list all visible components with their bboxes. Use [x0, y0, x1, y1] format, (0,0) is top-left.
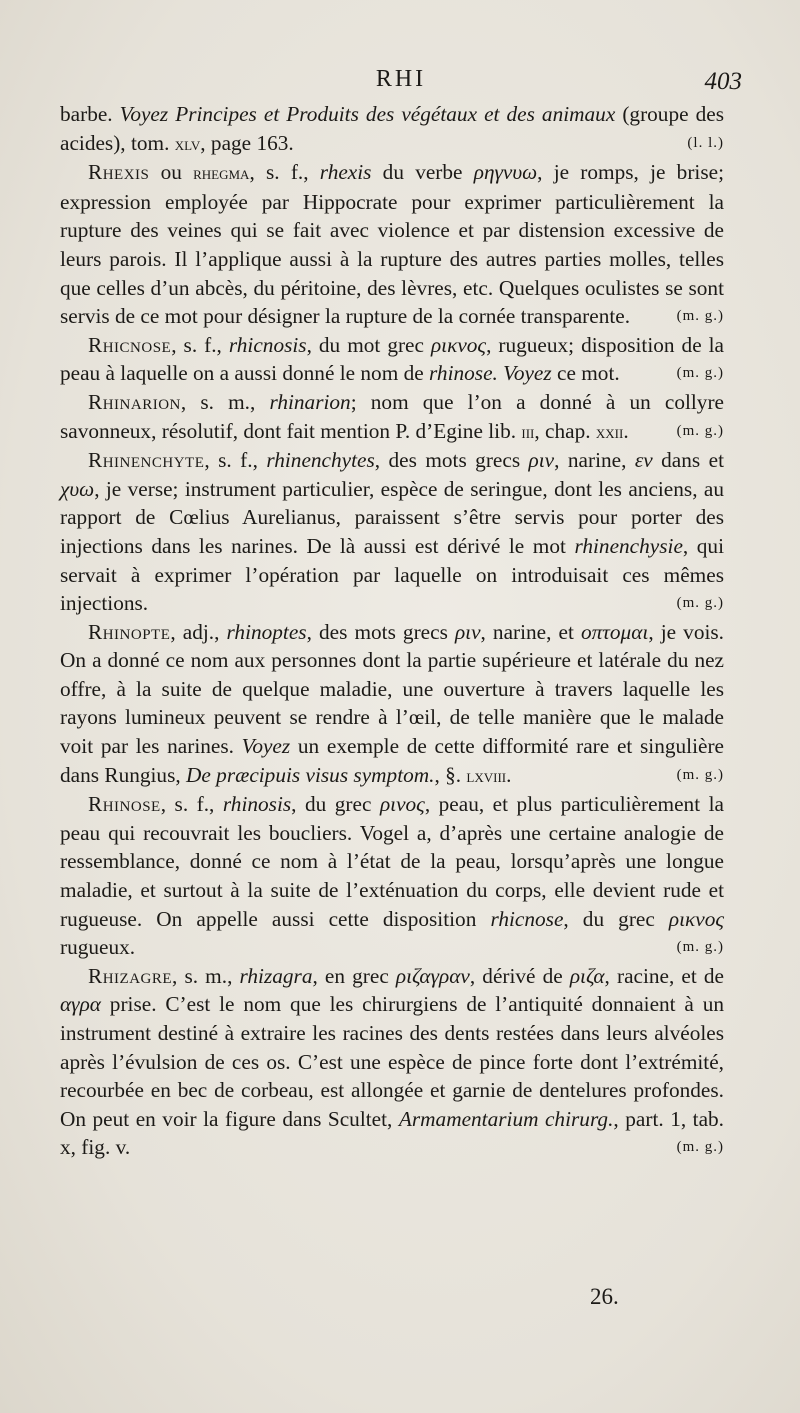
entry-text: , §.	[434, 762, 467, 787]
entry-text: , s. f.,	[171, 332, 229, 357]
author-signature: (m. g.)	[676, 308, 724, 325]
entry-text: De præcipuis visus symptom.	[186, 762, 435, 787]
entry-text: ρινος	[379, 792, 425, 817]
entry-text: , s. f.,	[204, 448, 267, 473]
entry-text: , peau, et plus particulièrement la peau qui recouvrait les boucliers. Vogel a, d’après une certaine analogie de ressemblance, donné ce nom à l’état de la peau, lorsqu’après une longue maladie, et surtout à la suite de l’exténuation du corps, elle devient rude et rugueuse. On appelle aussi cette disposition	[60, 792, 724, 931]
entry-text: rhinenchysie	[574, 533, 683, 558]
entry-text: , dérivé de	[469, 963, 570, 988]
entry-text: ; nom que l’on a donné à un collyre savonneux, résolutif, dont fait mention P. d’Egine lib.	[60, 389, 725, 443]
entry-text: ριν	[454, 619, 481, 644]
entry-text: rhinarion	[269, 389, 351, 414]
author-signature: (m. g.)	[676, 365, 724, 382]
dictionary-text	[60, 100, 724, 1162]
entry-text: , racine, et de	[604, 963, 724, 988]
entry-text: rhegma	[193, 163, 250, 184]
signature-mark: 26.	[590, 1284, 619, 1309]
author-signature: (m. g.)	[676, 422, 724, 439]
entry-headword: Rhinarion	[88, 389, 181, 414]
entry-text: Voyez Principes et Produits des végétaux et des animaux	[119, 102, 616, 126]
entry-text: , s. f.,	[160, 792, 223, 817]
entry-text: barbe.	[60, 102, 120, 126]
entry-text: ριζα	[569, 963, 605, 988]
entry-text: du verbe	[371, 160, 474, 185]
dictionary-entry	[60, 446, 724, 618]
entry-text: dans et	[652, 448, 724, 473]
entry-text: , des mots grecs	[306, 619, 455, 644]
entry-text: εν	[634, 448, 653, 473]
entry-text: , du grec	[563, 906, 669, 931]
entry-text: χυω	[60, 476, 95, 501]
author-signature: (l. l.)	[687, 134, 724, 151]
entry-text: οπτομαι	[580, 619, 649, 644]
entry-headword: Rhinose	[88, 792, 161, 817]
entry-text: , s. m.,	[172, 963, 240, 988]
entry-text: , des mots grecs	[374, 448, 529, 473]
entry-text: , page 163.	[200, 130, 294, 155]
entry-text: , part. 1, tab. x, fig. v.	[60, 1106, 725, 1160]
entry-text: un exemple de cette difformité rare et singulière dans Rungius,	[60, 734, 725, 787]
author-signature: (m. g.)	[676, 1139, 724, 1156]
dictionary-entry	[60, 100, 724, 158]
entry-text: iii	[521, 421, 535, 442]
entry-headword: Rhexis	[88, 160, 150, 185]
entry-text: rhinose. Voyez	[429, 361, 552, 386]
entry-text: , du mot grec	[306, 332, 431, 357]
entry-text: .	[623, 418, 629, 443]
dictionary-entry	[60, 331, 724, 388]
entry-text: ou	[149, 160, 194, 185]
entry-text: xxii	[595, 421, 624, 442]
author-signature: (m. g.)	[676, 595, 724, 612]
entry-text: rhizagra	[239, 963, 313, 988]
entry-text: Voyez	[241, 734, 291, 759]
author-signature: (m. g.)	[676, 939, 724, 956]
entry-text: , chap.	[534, 418, 596, 443]
dictionary-entry	[60, 618, 724, 791]
entry-text: rhicnose	[490, 906, 564, 931]
dictionary-entry	[60, 388, 724, 446]
running-head: RHI	[375, 66, 427, 92]
entry-text: , je vois. On a donné ce nom aux personnes dont la partie supérieure et latérale du nez offre, à la suite de quelque maladie, une ouverture à travers laquelle les rayons lumineux peuvent se rendre à l’œil, de telle manière que le malade voit par les narines.	[60, 619, 725, 759]
entry-text: , rugueux; disposition de la peau à laquelle on a aussi donné le nom de	[60, 332, 725, 386]
entry-text: , qui servait à exprimer l’opération par laquelle on introduisait ces mêmes injections.	[60, 533, 724, 616]
page-number: 403	[704, 68, 742, 95]
dictionary-entry	[60, 962, 724, 1162]
entry-text: rhicnosis	[228, 332, 307, 357]
entry-headword: Rhinopte	[88, 619, 171, 644]
entry-text: , s. m.,	[180, 389, 270, 414]
entry-headword: Rhicnose	[88, 332, 172, 357]
entry-text: αγρα	[60, 992, 101, 1017]
entry-text: lxviii	[466, 765, 507, 786]
entry-text: , narine,	[554, 448, 635, 473]
entry-text: ριν	[528, 448, 555, 473]
entry-text: , s. f.,	[249, 160, 320, 185]
entry-text: rugueux.	[60, 935, 136, 960]
entry-text: prise. C’est le nom que les chirurgiens de l’antiquité donnaient à un instrument destiné à extraire les racines des dents restées dans leurs alvéoles après l’évulsion de ces os. C’est une espèce de pince forte dont l’extrémité, recourbée en bec de corbeau, est allongée et garnie de dentelures profondes. On peut en voir la figure dans Scultet,	[60, 992, 724, 1131]
entry-text: ριζαγραν	[395, 963, 470, 988]
entry-text: Armamentarium chirurg.	[398, 1106, 614, 1131]
author-signature: (m. g.)	[676, 766, 724, 783]
entry-text: , narine, et	[480, 619, 581, 644]
entry-text: , adj.,	[170, 619, 227, 644]
entry-headword: Rhinenchyte	[88, 448, 205, 473]
entry-text: , en grec	[312, 963, 396, 988]
page-header	[60, 66, 742, 100]
entry-text: rhinosis	[222, 792, 292, 817]
dictionary-entry	[60, 790, 724, 962]
entry-text: .	[506, 762, 512, 787]
entry-text: (groupe des acides), tom.	[60, 102, 724, 155]
entry-text: ce mot.	[551, 361, 620, 386]
entry-text: rhinoptes	[226, 619, 307, 644]
entry-text: rhexis	[319, 160, 372, 185]
entry-text: rhinenchytes	[266, 448, 375, 473]
entry-text: ρηγνυω	[473, 160, 538, 185]
entry-text: , du grec	[291, 792, 380, 817]
entry-text: , je romps, je brise; expression employée par Hippocrate pour exprimer particulièrement la rupture des veines qui se fait avec violence et par distension excessive de leurs parois. Il l’applique aussi à la rupture des autres parties molles, telles que celles d’un abcès, du péritoine, des lèvres, etc. Quelques oculistes se sont servis de ce mot pour désigner la rupture de la cornée transparente.	[60, 160, 724, 329]
entry-text: ρικνος	[430, 332, 487, 357]
entry-text: ρικνος	[668, 906, 724, 931]
dictionary-entry	[60, 158, 724, 331]
entry-text: xlv	[174, 133, 201, 154]
entry-text: , je verse; instrument particulier, espèce de seringue, dont les anciens, au rapport de Cœlius Aurelianus, paraissent s’être servis pour porter des injections dans les narines. De là aussi est dérivé le mot	[60, 476, 724, 558]
entry-headword: Rhizagre	[88, 963, 173, 988]
